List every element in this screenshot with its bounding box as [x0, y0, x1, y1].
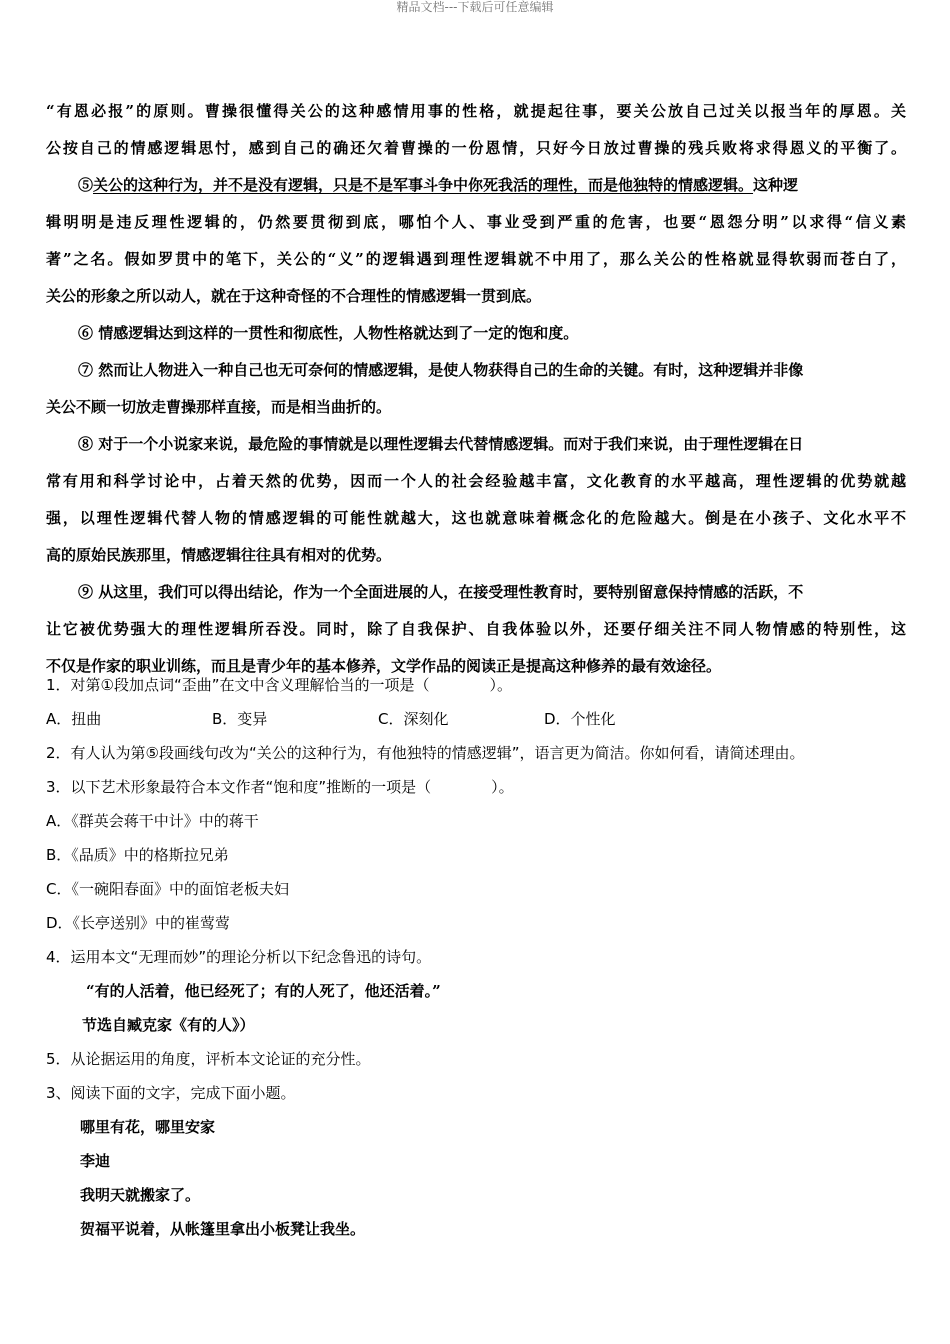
section-3-heading: 3、阅读下面的文字，完成下面小题。 — [46, 1084, 296, 1102]
paragraph-7-line-1: ⑦ 然而让人物进入一种自己也无可奈何的情感逻辑，是使人物获得自己的生命的关键。有时，这种逻辑并非像 — [78, 361, 804, 379]
option-d: D．个性化 — [544, 710, 616, 728]
paragraph-7-line-2: 关公不顾一切放走曹操那样直接，而是相当曲折的。 — [46, 398, 392, 416]
paragraph-5-line-3: 著”之名。假如罗贯中的笔下，关公的“义”的逻辑遇到理性逻辑就不中用了，那么关公的性格就显得软弱而苍白了， — [46, 250, 906, 268]
question-1: 1．对第①段加点词“歪曲”在文中含义理解恰当的一项是（ ）。 — [46, 676, 513, 694]
paragraph-8-line-3: 强，以理性逻辑代替人物的情感逻辑的可能性就越大，这也就意味着概念化的危险越大。倒是在小孩子、文化水平不 — [46, 509, 906, 527]
section-3-title: 哪里有花，哪里安家 — [80, 1118, 216, 1136]
paragraph-9-line-3: 不仅是作家的职业训练，而且是青少年的基本修养，文学作品的阅读正是提高这种修养的最有效途径。 — [46, 657, 722, 675]
questions-section — [46, 668, 916, 1246]
paragraph-5-line-4: 关公的形象之所以动人，就在于这种奇怪的不合理性的情感逻辑一贯到底。 — [46, 287, 542, 305]
section-3-author: 李迪 — [80, 1152, 111, 1170]
question-3-option-b: B．《品质》中的格斯拉兄弟 — [46, 846, 229, 864]
paragraph-6: ⑥ 情感逻辑达到这样的一贯性和彻底性，人物性格就达到了一定的饱和度。 — [78, 324, 579, 342]
option-a: A．扭曲 — [46, 710, 102, 728]
question-1-options — [46, 702, 916, 736]
paragraph-8-line-2: 常有用和科学讨论中，占着天然的优势，因而一个人的社会经验越丰富，文化教育的水平越高，理性逻辑的优势就越 — [46, 472, 906, 490]
paragraph-4-line-2: 公按自己的情感逻辑思忖，感到自己的确还欠着曹操的一份恩情，只好今日放过曹操的残兵败将求得恩义的平衡了。 — [46, 139, 906, 157]
paragraph-8-line-4: 高的原始民族那里，情感逻辑往往具有相对的优势。 — [46, 546, 392, 564]
paragraph-5-line-2: 辑明明是违反理性逻辑的，仍然要贯彻到底，哪怕个人、事业受到严重的危害，也要“恩怨分明”以求得“信义素 — [46, 213, 906, 231]
question-2: 2．有人认为第⑤段画线句改为“关公的这种行为，有他独特的情感逻辑”，语言更为简洁。你如何看，请简述理由。 — [46, 744, 805, 762]
paragraph-9-line-1: ⑨ 从这里，我们可以得出结论，作为一个全面进展的人，在接受理性教育时，要特别留意保持情感的活跃，不 — [78, 583, 804, 601]
paragraph-number: ⑤ — [78, 176, 94, 194]
paragraph-9-line-2: 让它被优势强大的理性逻辑所吞没。同时，除了自我保护、自我体验以外，还要仔细关注不同人物情感的特别性，这 — [46, 620, 906, 638]
question-3-option-d: D．《长亭送别》中的崔莺莺 — [46, 914, 231, 932]
question-3: 3．以下艺术形象最符合本文作者“饱和度”推断的一项是（ ）。 — [46, 778, 514, 796]
section-3-line-1: 我明天就搬家了。 — [80, 1186, 201, 1204]
question-4: 4．运用本文“无理而妙”的理论分析以下纪念鲁迅的诗句。 — [46, 948, 432, 966]
article-body — [46, 93, 906, 685]
paragraph-5-line-1 — [46, 167, 906, 204]
question-3-option-a: A．《群英会蒋干中计》中的蒋干 — [46, 812, 259, 830]
paragraph-8-line-1: ⑧ 对于一个小说家来说，最危险的事情就是以理性逻辑去代替情感逻辑。而对于我们来说，由于理性逻辑在日 — [78, 435, 804, 453]
question-5: 5．从论据运用的角度，评析本文论证的充分性。 — [46, 1050, 371, 1068]
paragraph-4-line-1: “有恩必报”的原则。曹操很懂得关公的这种感情用事的性格，就提起往事，要关公放自己过关以报当年的厚恩。关 — [46, 102, 906, 120]
section-3-line-2: 贺福平说着，从帐篷里拿出小板凳让我坐。 — [80, 1220, 366, 1238]
option-b: B．变异 — [212, 710, 268, 728]
option-c: C．深刻化 — [378, 710, 449, 728]
question-3-option-c: C．《一碗阳春面》中的面馆老板夫妇 — [46, 880, 289, 898]
page-header: 精品文档---下载后可任意编辑 — [396, 0, 554, 14]
underlined-sentence: 关公的这种行为，并不是没有逻辑，只是不是军事斗争中你死我活的理性，而是他独特的情感逻辑。 — [93, 176, 754, 194]
paragraph-5-rest: 这种逻 — [753, 176, 799, 194]
question-4-quote: “有的人活着，他已经死了；有的人死了，他还活着。” — [86, 982, 441, 1000]
question-4-source: 节选自臧克家《有的人》） — [82, 1016, 255, 1034]
